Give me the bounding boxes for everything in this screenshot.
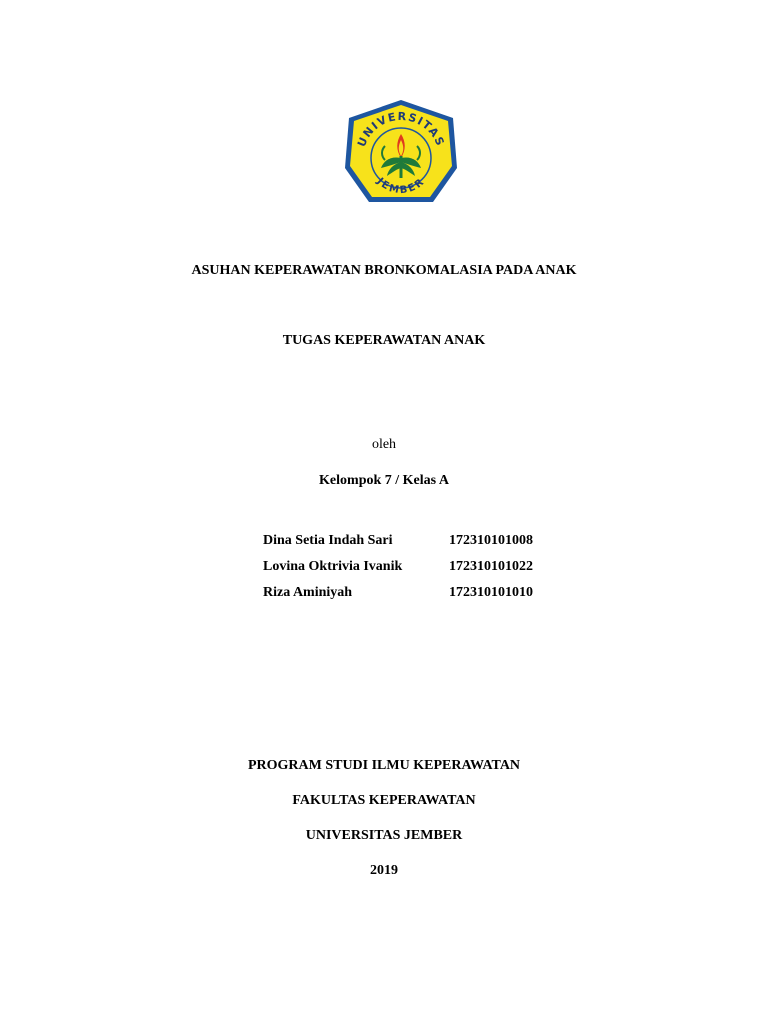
faculty-name: FAKULTAS KEPERAWATAN [292,793,476,808]
member-name: Lovina Oktrivia Ivanik [263,559,403,574]
logo-text-bottom: JEMBER [374,175,428,197]
group-label: Kelompok 7 / Kelas A [319,473,449,488]
member-list [263,532,583,610]
member-row [263,584,583,610]
member-row [263,558,583,584]
document-year: 2019 [370,863,398,878]
member-nim: 172310101008 [449,533,533,548]
member-name: Dina Setia Indah Sari [263,533,393,548]
member-name: Riza Aminiyah [263,585,353,600]
member-row [263,532,583,558]
by-label: oleh [371,437,397,452]
member-nim: 172310101022 [449,559,533,574]
document-title: ASUHAN KEPERAWATAN BRONKOMALASIA PADA ANAK [191,263,577,278]
member-nim: 172310101010 [449,585,533,600]
logo-text-top: UNIVERSITAS [354,109,448,149]
study-program: PROGRAM STUDI ILMU KEPERAWATAN [247,758,521,773]
university-name: UNIVERSITAS JEMBER [305,828,463,843]
document-subtitle: TUGAS KEPERAWATAN ANAK [282,333,486,348]
university-logo [341,98,461,212]
